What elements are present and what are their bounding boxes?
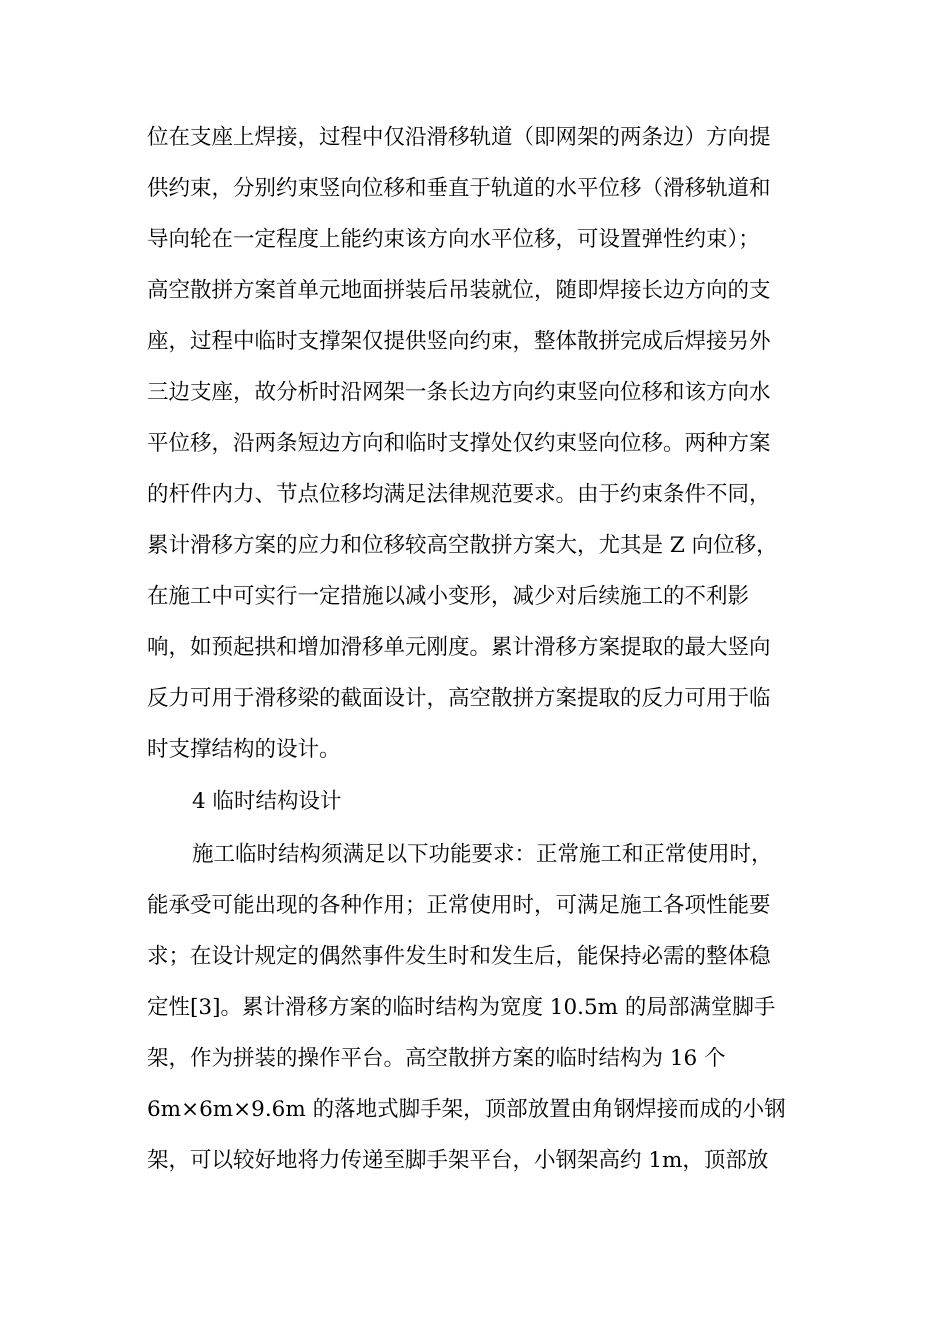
body-text-line: 在施工中可实行一定措施以减小变形，减少对后续施工的不利影 (147, 584, 750, 609)
body-text-line: 导向轮在一定程度上能约束该方向水平位移，可设置弹性约束）； (147, 227, 760, 252)
body-text-line: 定性[3]。累计滑移方案的临时结构为宽度 10.5m 的局部满堂脚手 (147, 995, 776, 1020)
body-text-line: 座，过程中临时支撑架仅提供竖向约束，整体散拼完成后焊接另外 (147, 329, 771, 354)
body-text-line: 6m×6m×9.6m 的落地式脚手架，顶部放置由角钢焊接而成的小钢 (147, 1097, 786, 1122)
body-text-line: 平位移，沿两条短边方向和临时支撑处仅约束竖向位移。两种方案 (147, 431, 771, 456)
body-text-line: 能承受可能出现的各种作用；正常使用时，可满足施工各项性能要 (147, 893, 771, 918)
body-text-line: 累计滑移方案的应力和位移较高空散拼方案大，尤其是 Z 向位移， (147, 533, 778, 558)
body-text-line: 施工临时结构须满足以下功能要求：正常施工和正常使用时， (192, 842, 773, 867)
body-text-line: 架，可以较好地将力传递至脚手架平台，小钢架高约 1m，顶部放 (147, 1148, 769, 1173)
body-text-line: 高空散拼方案首单元地面拼装后吊装就位，随即焊接长边方向的支 (147, 278, 771, 303)
body-text-line: 位在支座上焊接，过程中仅沿滑移轨道（即网架的两条边）方向提 (147, 125, 771, 150)
body-text-line: 时支撑结构的设计。 (147, 737, 341, 762)
body-text-line: 三边支座，故分析时沿网架一条长边方向约束竖向位移和该方向水 (147, 380, 771, 405)
body-text-line: 架，作为拼装的操作平台。高空散拼方案的临时结构为 16 个 (147, 1046, 726, 1071)
body-text-line: 的杆件内力、节点位移均满足法律规范要求。由于约束条件不同， (147, 482, 771, 507)
section-heading: 4 临时结构设计 (192, 789, 342, 814)
body-text-line: 反力可用于滑移梁的截面设计，高空散拼方案提取的反力可用于临 (147, 686, 771, 711)
body-text-line: 求；在设计规定的偶然事件发生时和发生后，能保持必需的整体稳 (147, 944, 771, 969)
body-text-line: 响，如预起拱和增加滑移单元刚度。累计滑移方案提取的最大竖向 (147, 635, 771, 660)
body-text-line: 供约束，分别约束竖向位移和垂直于轨道的水平位移（滑移轨道和 (147, 176, 771, 201)
